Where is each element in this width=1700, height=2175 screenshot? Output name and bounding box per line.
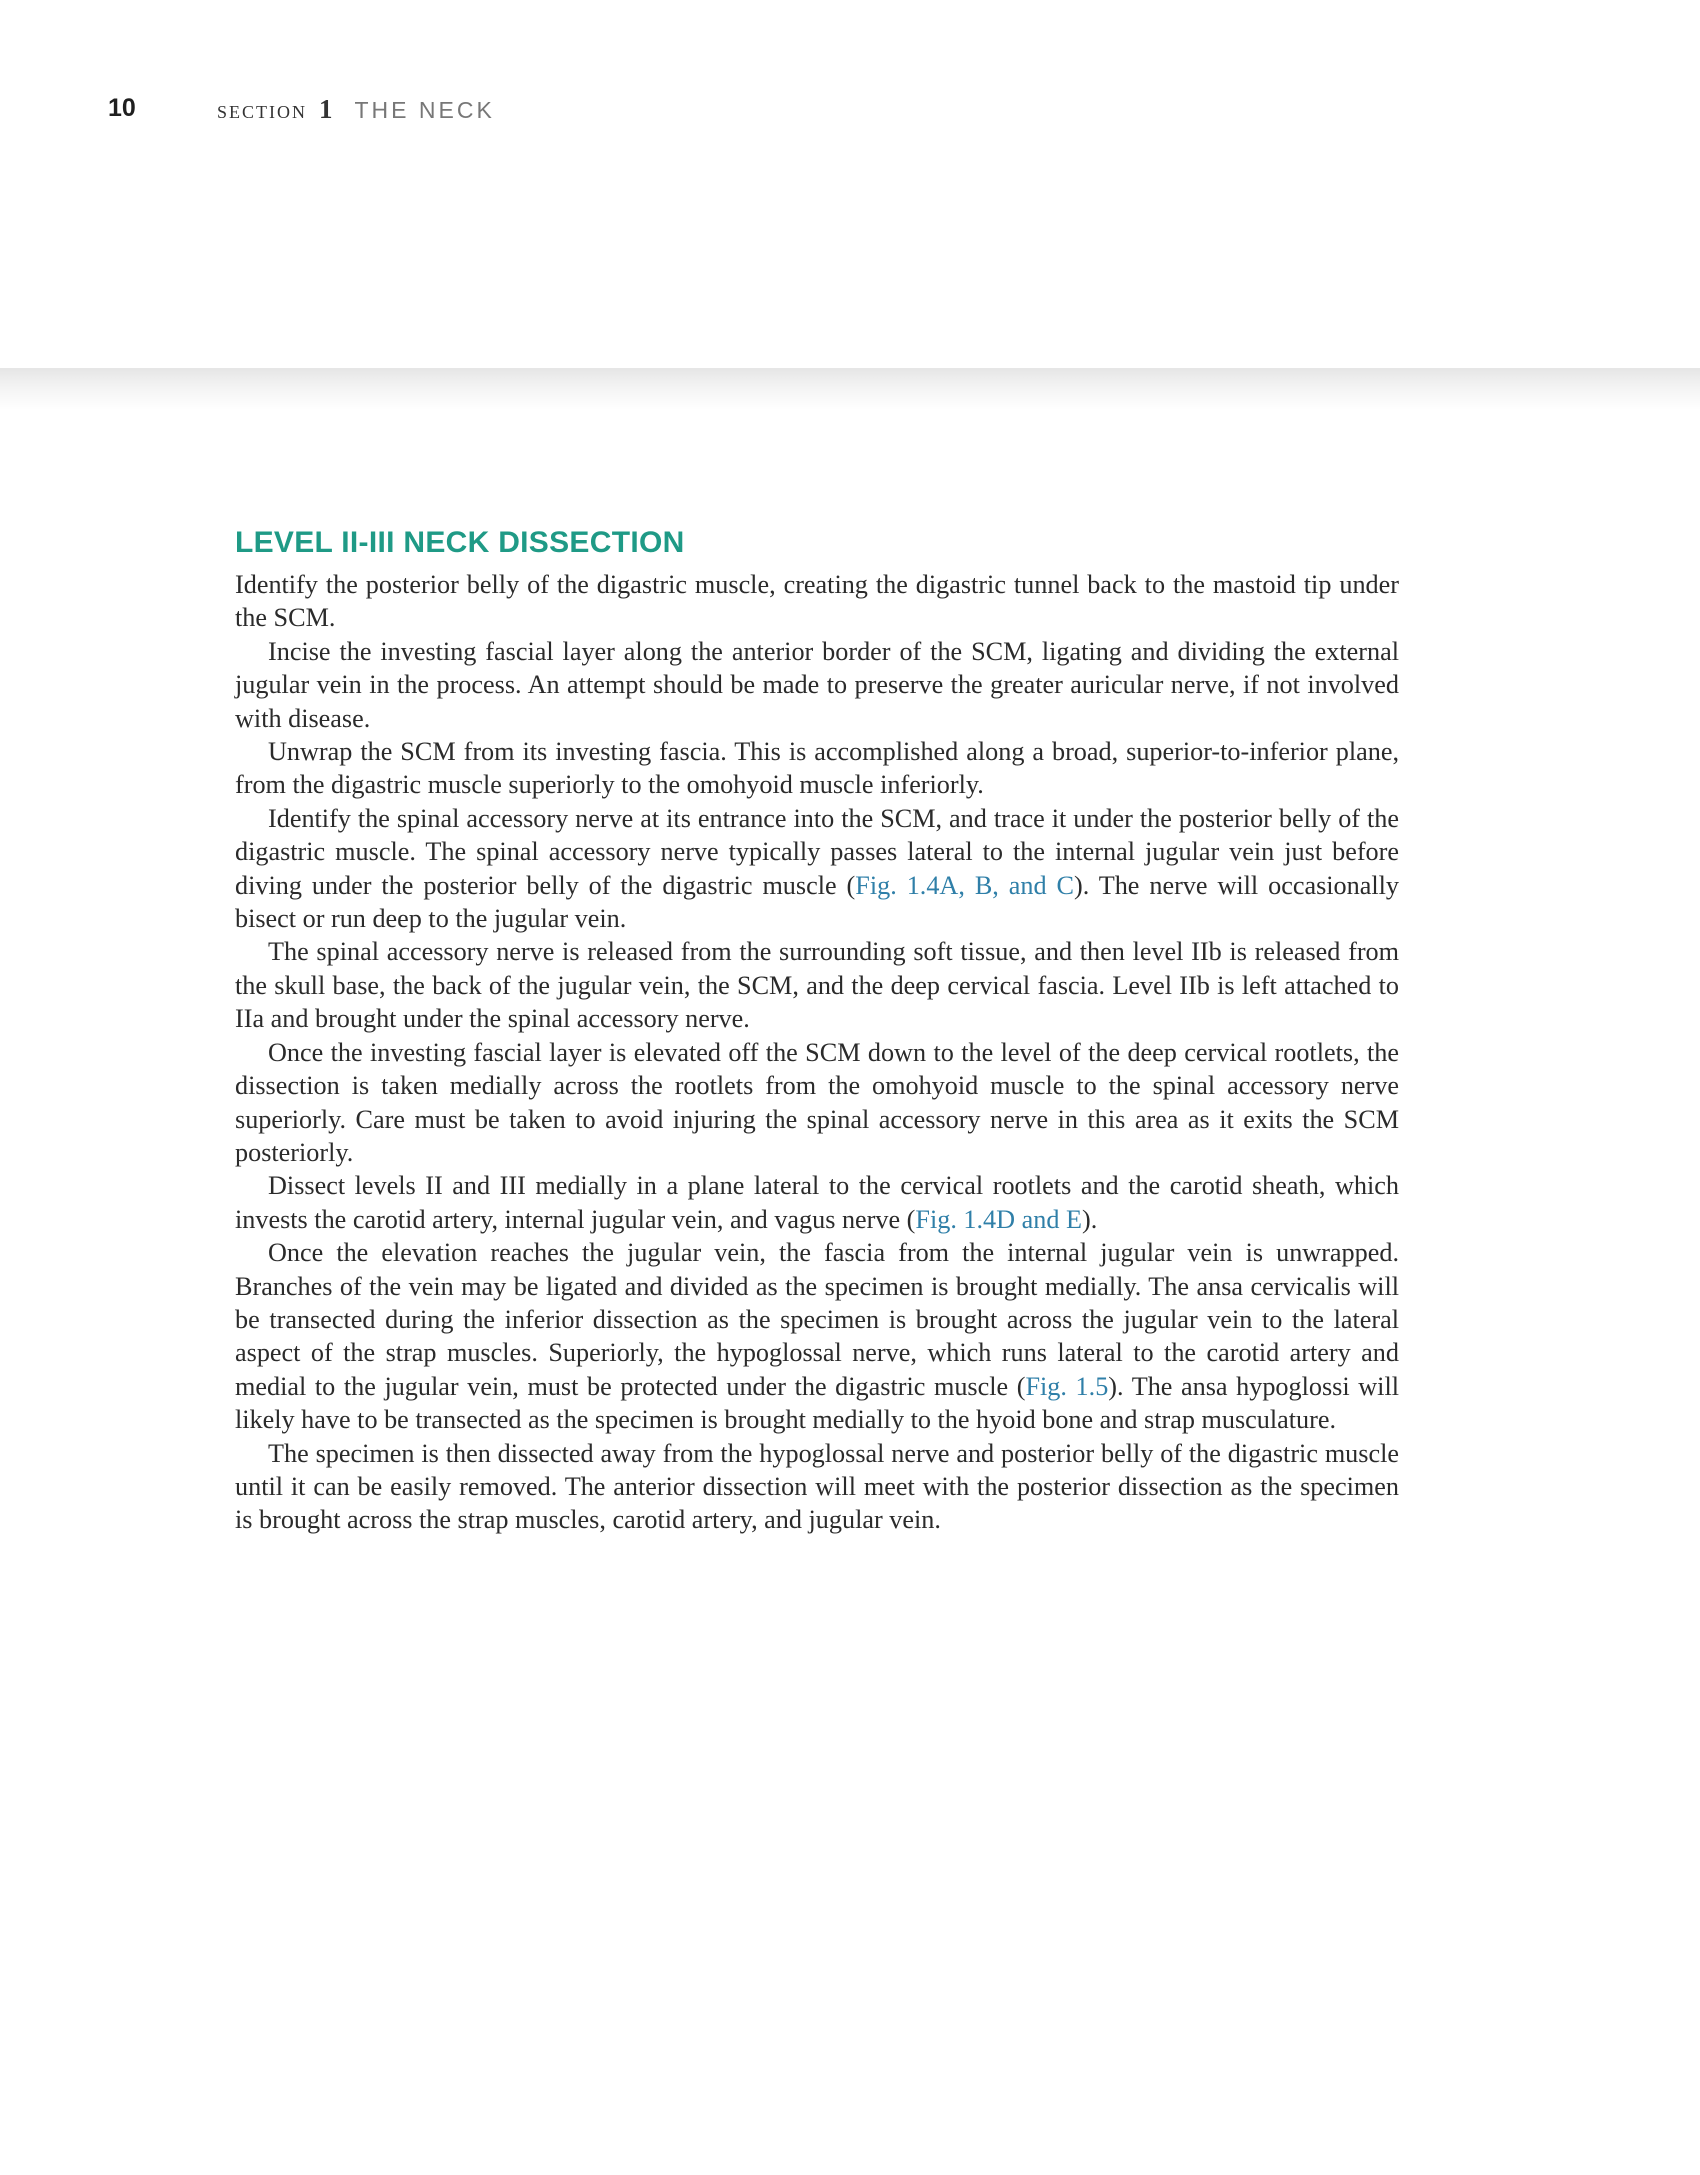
figure-reference-link[interactable]: Fig. 1.4A, B, and C bbox=[855, 870, 1074, 900]
paragraph bbox=[235, 735, 1399, 802]
paragraph bbox=[235, 568, 1399, 635]
figure-reference-link[interactable]: Fig. 1.5 bbox=[1025, 1371, 1109, 1401]
paragraph-text: ). The nerve will occasionally bisect or run deep to the jugular vein. bbox=[235, 870, 1400, 934]
figure-shadow bbox=[0, 368, 1700, 410]
paragraph-text: The specimen is then dissected away from the hypoglossal nerve and posterior belly of the digastric muscle until it can be easily removed. The anterior dissection will meet with the posterior dissection as the specimen is brought across the strap muscles, carotid artery, and jugular vein. bbox=[235, 1438, 1399, 1535]
page-number: 10 bbox=[108, 94, 136, 122]
paragraph bbox=[235, 1036, 1399, 1170]
paragraph bbox=[235, 1437, 1399, 1537]
section-label: section bbox=[217, 97, 307, 124]
paragraph-text: Dissect levels II and III medially in a plane lateral to the cervical rootlets and the carotid sheath, which invests the carotid artery, internal jugular vein, and vagus nerve ( bbox=[235, 1171, 1399, 1234]
paragraph bbox=[235, 935, 1399, 1035]
section-heading: LEVEL II-III NECK DISSECTION bbox=[235, 526, 685, 559]
paragraph-text: Unwrap the SCM from its investing fascia. This is accomplished along a broad, superior-to-inferior plane, from the digastric muscle superiorly to the omohyoid muscle inferiorly. bbox=[235, 737, 1399, 800]
paragraph-text: Incise the investing fascial layer along the anterior border of the SCM, ligating and dividing the external jugular vein in the process. An attempt should be made to preserve the greater auricular nerve, if not involved with disease. bbox=[235, 636, 1399, 733]
paragraph-text: ). The ansa hypoglossi will likely have to be transected as the specimen is brought medially to the hyoid bone and strap musculature. bbox=[235, 1371, 1399, 1435]
section-number: 1 bbox=[319, 94, 333, 124]
paragraph-text: The spinal accessory nerve is released from the surrounding soft tissue, and then level IIb is released from the skull base, the back of the jugular vein, the SCM, and the deep cervical fascia. Level IIb is left attached to IIa and brought under the spinal accessory nerve. bbox=[235, 937, 1399, 1034]
paragraph bbox=[235, 635, 1399, 735]
paragraph bbox=[235, 1236, 1399, 1436]
figure-reference-link[interactable]: Fig. 1.4D and E bbox=[915, 1204, 1082, 1234]
paragraph-text: Once the elevation reaches the jugular vein, the fascia from the internal jugular vein is unwrapped. Branches of the vein may be ligated and divided as the specimen is brought medially. The ansa cervicalis will be transected during the inferior dissection as the specimen is brought across the jugular vein to the lateral aspect of the strap muscles. Superiorly, the hypoglossal nerve, which runs lateral to the carotid artery and medial to the jugular vein, must be protected under the digastric muscle ( bbox=[235, 1238, 1399, 1401]
paragraph bbox=[235, 802, 1399, 936]
section-title: THE NECK bbox=[354, 97, 495, 123]
paragraph bbox=[235, 1169, 1399, 1236]
running-head bbox=[217, 94, 495, 125]
figure-area bbox=[0, 140, 1700, 370]
main-content bbox=[235, 526, 1399, 1537]
body-text bbox=[235, 568, 1399, 1537]
paragraph-text: Identify the spinal accessory nerve at its entrance into the SCM, and trace it under the posterior belly of the digastric muscle. The spinal accessory nerve typically passes lateral to the internal jugular vein just before diving under the posterior belly of the digastric muscle ( bbox=[235, 803, 1399, 900]
paragraph-text: Identify the posterior belly of the digastric muscle, creating the digastric tunnel back to the mastoid tip under the SCM. bbox=[235, 570, 1399, 633]
paragraph-text: ). bbox=[1081, 1204, 1098, 1234]
paragraph-text: Once the investing fascial layer is elevated off the SCM down to the level of the deep cervical rootlets, the dissection is taken medially across the rootlets from the omohyoid muscle to the spinal accessory nerve superiorly. Care must be taken to avoid injuring the spinal accessory nerve in this area as it exits the SCM posteriorly. bbox=[235, 1037, 1399, 1167]
